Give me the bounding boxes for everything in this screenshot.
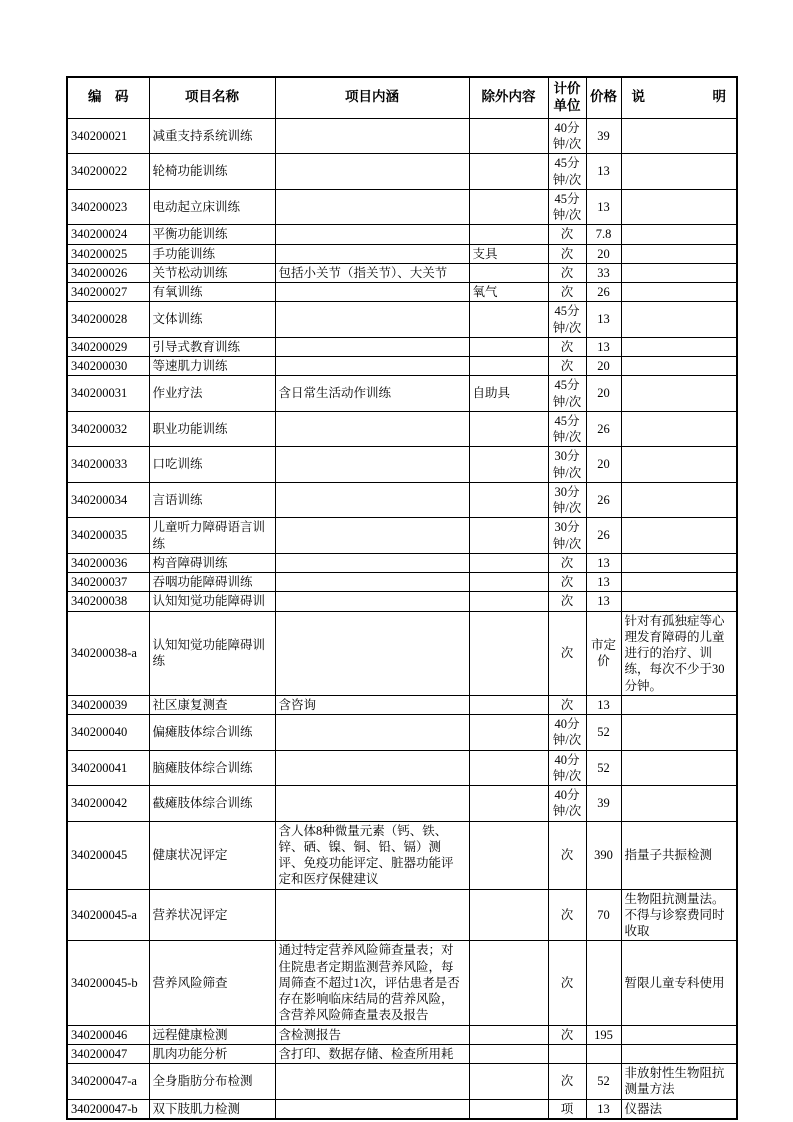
cell-code: 340200023 <box>67 189 149 225</box>
cell-unit: 45分钟/次 <box>548 376 586 412</box>
cell-exclusion <box>469 1099 548 1119</box>
cell-unit: 次 <box>548 357 586 376</box>
cell-content <box>275 786 469 822</box>
cell-name: 关节松动训练 <box>149 263 275 282</box>
cell-code: 340200045-a <box>67 889 149 941</box>
cell-name: 脑瘫肢体综合训练 <box>149 750 275 786</box>
cell-content <box>275 611 469 695</box>
cell-code: 340200041 <box>67 750 149 786</box>
cell-content <box>275 715 469 751</box>
cell-name: 儿童听力障碍语言训练 <box>149 518 275 554</box>
cell-note <box>621 411 737 447</box>
cell-content <box>275 411 469 447</box>
cell-unit: 30分钟/次 <box>548 482 586 518</box>
cell-price: 39 <box>586 118 621 154</box>
cell-content: 含人体8种微量元素（钙、铁、锌、硒、镍、铜、铅、镉）测评、免疫功能评定、脏器功能评定和医疗保健建议 <box>275 821 469 889</box>
cell-exclusion <box>469 573 548 592</box>
cell-name: 手功能训练 <box>149 244 275 263</box>
cell-price: 20 <box>586 244 621 263</box>
cell-unit: 项 <box>548 1099 586 1119</box>
cell-code: 340200045-b <box>67 941 149 1025</box>
table-row <box>67 821 737 889</box>
cell-code: 340200038-a <box>67 611 149 695</box>
table-row <box>67 1099 737 1119</box>
cell-name: 截瘫肢体综合训练 <box>149 786 275 822</box>
cell-content <box>275 482 469 518</box>
cell-unit: 40分钟/次 <box>548 118 586 154</box>
price-table-container <box>66 76 737 1120</box>
cell-note <box>621 786 737 822</box>
table-row <box>67 889 737 941</box>
cell-name: 社区康复测查 <box>149 695 275 714</box>
cell-price: 13 <box>586 695 621 714</box>
table-row <box>67 357 737 376</box>
cell-unit: 40分钟/次 <box>548 715 586 751</box>
table-row <box>67 786 737 822</box>
table-header <box>67 77 737 118</box>
cell-name: 文体训练 <box>149 302 275 338</box>
table-row <box>67 553 737 572</box>
cell-exclusion <box>469 225 548 244</box>
cell-note <box>621 573 737 592</box>
cell-unit: 次 <box>548 244 586 263</box>
cell-price: 13 <box>586 592 621 611</box>
table-row <box>67 611 737 695</box>
cell-code: 340200021 <box>67 118 149 154</box>
cell-content: 包括小关节（指关节）、大关节 <box>275 263 469 282</box>
cell-price: 7.8 <box>586 225 621 244</box>
cell-note <box>621 337 737 356</box>
cell-exclusion <box>469 1025 548 1044</box>
table-row <box>67 154 737 190</box>
cell-exclusion <box>469 154 548 190</box>
cell-exclusion <box>469 695 548 714</box>
cell-code: 340200028 <box>67 302 149 338</box>
cell-name: 减重支持系统训练 <box>149 118 275 154</box>
cell-unit: 次 <box>548 1025 586 1044</box>
cell-exclusion <box>469 592 548 611</box>
cell-note <box>621 695 737 714</box>
cell-unit: 45分钟/次 <box>548 302 586 338</box>
cell-price: 26 <box>586 411 621 447</box>
cell-unit: 次 <box>548 337 586 356</box>
cell-note <box>621 715 737 751</box>
cell-exclusion <box>469 411 548 447</box>
cell-code: 340200045 <box>67 821 149 889</box>
cell-unit: 次 <box>548 592 586 611</box>
cell-price: 13 <box>586 553 621 572</box>
cell-name: 全身脂肪分布检测 <box>149 1064 275 1100</box>
table-row <box>67 482 737 518</box>
table-row <box>67 283 737 302</box>
cell-price: 13 <box>586 337 621 356</box>
table-row <box>67 592 737 611</box>
cell-note <box>621 357 737 376</box>
cell-exclusion <box>469 189 548 225</box>
cell-name: 电动起立床训练 <box>149 189 275 225</box>
cell-exclusion <box>469 357 548 376</box>
cell-exclusion <box>469 941 548 1025</box>
cell-price: 市定价 <box>586 611 621 695</box>
cell-price: 33 <box>586 263 621 282</box>
cell-exclusion <box>469 482 548 518</box>
cell-name: 偏瘫肢体综合训练 <box>149 715 275 751</box>
table-row <box>67 750 737 786</box>
cell-price: 390 <box>586 821 621 889</box>
cell-unit: 次 <box>548 553 586 572</box>
cell-content <box>275 573 469 592</box>
cell-code: 340200027 <box>67 283 149 302</box>
cell-content <box>275 750 469 786</box>
cell-note <box>621 553 737 572</box>
col-header-note: 说 明 <box>621 77 737 118</box>
cell-code: 340200022 <box>67 154 149 190</box>
cell-unit: 次 <box>548 263 586 282</box>
cell-note: 仪器法 <box>621 1099 737 1119</box>
cell-price: 26 <box>586 283 621 302</box>
col-header-content: 项目内涵 <box>275 77 469 118</box>
cell-unit: 次 <box>548 695 586 714</box>
cell-code: 340200026 <box>67 263 149 282</box>
cell-unit: 次 <box>548 889 586 941</box>
cell-code: 340200025 <box>67 244 149 263</box>
cell-code: 340200033 <box>67 447 149 483</box>
cell-code: 340200031 <box>67 376 149 412</box>
cell-note <box>621 1025 737 1044</box>
cell-content <box>275 154 469 190</box>
cell-name: 认知知觉功能障碍训 <box>149 592 275 611</box>
cell-price <box>586 941 621 1025</box>
cell-content <box>275 302 469 338</box>
header-row <box>67 77 737 118</box>
table-row <box>67 573 737 592</box>
table-row <box>67 1044 737 1063</box>
cell-exclusion <box>469 821 548 889</box>
cell-content <box>275 283 469 302</box>
cell-unit: 45分钟/次 <box>548 411 586 447</box>
cell-unit: 次 <box>548 1064 586 1100</box>
table-row <box>67 518 737 554</box>
cell-exclusion <box>469 1044 548 1063</box>
cell-exclusion <box>469 611 548 695</box>
cell-unit: 45分钟/次 <box>548 189 586 225</box>
cell-exclusion <box>469 1064 548 1100</box>
cell-name: 言语训练 <box>149 482 275 518</box>
cell-exclusion <box>469 263 548 282</box>
cell-unit: 次 <box>548 941 586 1025</box>
cell-content <box>275 244 469 263</box>
table-row <box>67 715 737 751</box>
table-row <box>67 189 737 225</box>
cell-price: 52 <box>586 750 621 786</box>
cell-price: 52 <box>586 1064 621 1100</box>
cell-name: 远程健康检测 <box>149 1025 275 1044</box>
cell-price: 52 <box>586 715 621 751</box>
cell-name: 营养状况评定 <box>149 889 275 941</box>
cell-name: 营养风险筛查 <box>149 941 275 1025</box>
cell-note <box>621 225 737 244</box>
cell-price: 26 <box>586 518 621 554</box>
table-row <box>67 1064 737 1100</box>
cell-name: 健康状况评定 <box>149 821 275 889</box>
cell-name: 双下肢肌力检测 <box>149 1099 275 1119</box>
cell-price: 20 <box>586 376 621 412</box>
table-row <box>67 337 737 356</box>
cell-code: 340200047-b <box>67 1099 149 1119</box>
table-row <box>67 244 737 263</box>
cell-price: 13 <box>586 573 621 592</box>
cell-exclusion <box>469 302 548 338</box>
cell-price: 20 <box>586 357 621 376</box>
cell-note <box>621 447 737 483</box>
cell-note <box>621 376 737 412</box>
cell-code: 340200038 <box>67 592 149 611</box>
cell-content <box>275 337 469 356</box>
price-table <box>66 76 738 1120</box>
cell-code: 340200035 <box>67 518 149 554</box>
cell-content: 含检测报告 <box>275 1025 469 1044</box>
table-row <box>67 263 737 282</box>
cell-content <box>275 118 469 154</box>
cell-code: 340200046 <box>67 1025 149 1044</box>
col-header-code: 编 码 <box>67 77 149 118</box>
table-row <box>67 118 737 154</box>
col-header-name: 项目名称 <box>149 77 275 118</box>
cell-price: 13 <box>586 1099 621 1119</box>
col-header-price: 价格 <box>586 77 621 118</box>
cell-note: 暂限儿童专科使用 <box>621 941 737 1025</box>
cell-content: 含咨询 <box>275 695 469 714</box>
cell-exclusion: 支具 <box>469 244 548 263</box>
cell-price: 13 <box>586 154 621 190</box>
cell-note <box>621 244 737 263</box>
cell-code: 340200032 <box>67 411 149 447</box>
cell-note: 指量子共振检测 <box>621 821 737 889</box>
cell-exclusion: 氧气 <box>469 283 548 302</box>
cell-name: 有氧训练 <box>149 283 275 302</box>
cell-content <box>275 447 469 483</box>
cell-code: 340200036 <box>67 553 149 572</box>
cell-content <box>275 1064 469 1100</box>
cell-note <box>621 154 737 190</box>
cell-content <box>275 357 469 376</box>
cell-note: 生物阻抗测量法。不得与诊察费同时收取 <box>621 889 737 941</box>
cell-name: 认知知觉功能障碍训练 <box>149 611 275 695</box>
cell-note <box>621 283 737 302</box>
table-row <box>67 695 737 714</box>
cell-price: 13 <box>586 302 621 338</box>
cell-content: 含打印、数据存储、检查所用耗 <box>275 1044 469 1063</box>
cell-note <box>621 189 737 225</box>
cell-code: 340200039 <box>67 695 149 714</box>
cell-exclusion <box>469 337 548 356</box>
cell-unit: 次 <box>548 225 586 244</box>
cell-note: 非放射性生物阻抗测量方法 <box>621 1064 737 1100</box>
cell-name: 轮椅功能训练 <box>149 154 275 190</box>
cell-code: 340200034 <box>67 482 149 518</box>
cell-exclusion: 自助具 <box>469 376 548 412</box>
cell-name: 职业功能训练 <box>149 411 275 447</box>
table-body <box>67 118 737 1119</box>
col-header-exclusion: 除外内容 <box>469 77 548 118</box>
table-row <box>67 447 737 483</box>
cell-name: 等速肌力训练 <box>149 357 275 376</box>
cell-note <box>621 302 737 338</box>
cell-code: 340200040 <box>67 715 149 751</box>
cell-note <box>621 118 737 154</box>
cell-exclusion <box>469 447 548 483</box>
cell-name: 肌肉功能分析 <box>149 1044 275 1063</box>
cell-code: 340200047 <box>67 1044 149 1063</box>
cell-content: 含日常生活动作训练 <box>275 376 469 412</box>
cell-note: 针对有孤独症等心理发育障碍的儿童进行的治疗、训练，每次不少于30分钟。 <box>621 611 737 695</box>
cell-name: 平衡功能训练 <box>149 225 275 244</box>
cell-code: 340200042 <box>67 786 149 822</box>
cell-content <box>275 225 469 244</box>
cell-unit: 30分钟/次 <box>548 447 586 483</box>
cell-name: 引导式教育训练 <box>149 337 275 356</box>
cell-unit: 次 <box>548 611 586 695</box>
cell-unit: 次 <box>548 821 586 889</box>
cell-price: 20 <box>586 447 621 483</box>
cell-exclusion <box>469 750 548 786</box>
cell-price <box>586 1044 621 1063</box>
cell-note <box>621 1044 737 1063</box>
cell-unit: 30分钟/次 <box>548 518 586 554</box>
cell-unit: 45分钟/次 <box>548 154 586 190</box>
cell-exclusion <box>469 118 548 154</box>
cell-content <box>275 592 469 611</box>
cell-content <box>275 518 469 554</box>
cell-name: 吞咽功能障碍训练 <box>149 573 275 592</box>
table-row <box>67 941 737 1025</box>
cell-unit: 次 <box>548 573 586 592</box>
cell-unit: 40分钟/次 <box>548 786 586 822</box>
cell-price: 39 <box>586 786 621 822</box>
cell-note <box>621 482 737 518</box>
cell-note <box>621 263 737 282</box>
cell-note <box>621 592 737 611</box>
cell-unit: 次 <box>548 283 586 302</box>
cell-code: 340200024 <box>67 225 149 244</box>
cell-content <box>275 1099 469 1119</box>
cell-unit: 40分钟/次 <box>548 750 586 786</box>
cell-content <box>275 889 469 941</box>
cell-code: 340200030 <box>67 357 149 376</box>
cell-price: 70 <box>586 889 621 941</box>
cell-unit <box>548 1044 586 1063</box>
cell-content <box>275 553 469 572</box>
cell-exclusion <box>469 786 548 822</box>
cell-note <box>621 518 737 554</box>
table-row <box>67 376 737 412</box>
cell-price: 26 <box>586 482 621 518</box>
cell-price: 13 <box>586 189 621 225</box>
cell-exclusion <box>469 553 548 572</box>
cell-exclusion <box>469 889 548 941</box>
col-header-unit: 计价单位 <box>548 77 586 118</box>
cell-price: 195 <box>586 1025 621 1044</box>
cell-exclusion <box>469 518 548 554</box>
cell-note <box>621 750 737 786</box>
table-row <box>67 302 737 338</box>
cell-content: 通过特定营养风险筛查量表；对住院患者定期监测营养风险，每周筛查不超过1次，评估患者是否存在影响临床结局的营养风险，含营养风险筛查量表及报告 <box>275 941 469 1025</box>
cell-code: 340200037 <box>67 573 149 592</box>
cell-name: 口吃训练 <box>149 447 275 483</box>
cell-name: 作业疗法 <box>149 376 275 412</box>
table-row <box>67 1025 737 1044</box>
table-row <box>67 225 737 244</box>
cell-exclusion <box>469 715 548 751</box>
cell-content <box>275 189 469 225</box>
cell-code: 340200029 <box>67 337 149 356</box>
cell-code: 340200047-a <box>67 1064 149 1100</box>
table-row <box>67 411 737 447</box>
cell-name: 构音障碍训练 <box>149 553 275 572</box>
